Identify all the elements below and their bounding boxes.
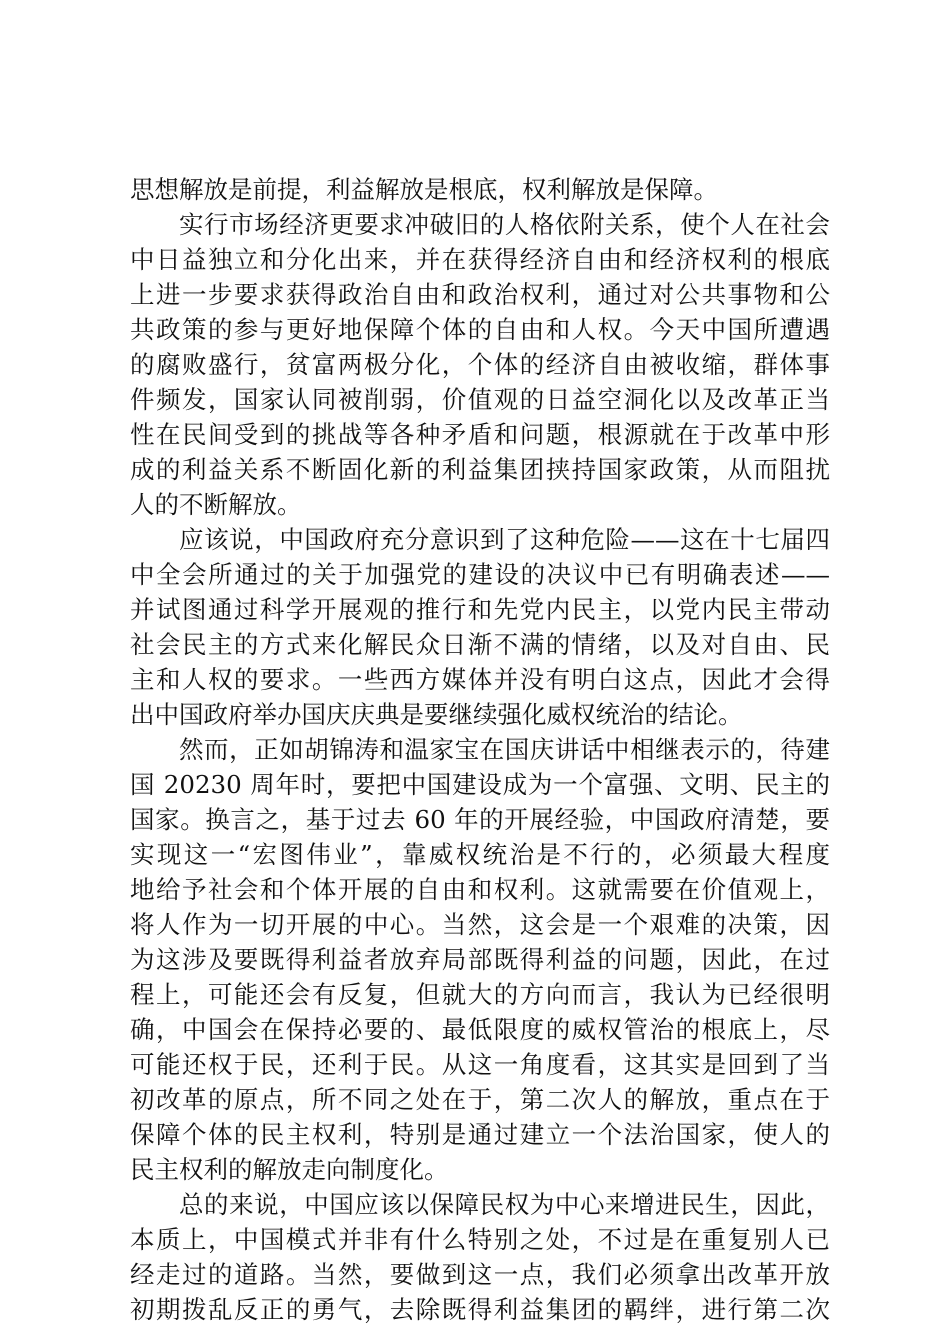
text-line: 民主权利的解放走向制度化。 — [130, 1155, 449, 1184]
paragraph-start-line: 实行市场经济更要求冲破旧的人格依附关系，使个人在社会 — [179, 210, 830, 239]
paragraph-start-line: 总的来说，中国应该以保障民权为中心来增进民生，因此， — [179, 1190, 830, 1219]
text-line: 的腐败盛行，贫富两极分化，个体的经济自由被收缩，群体事 — [130, 350, 830, 379]
text-line: 实现这一“宏图伟业”，靠威权统治是不行的，必须最大程度 — [130, 840, 830, 869]
text-line: 成的利益关系不断固化新的利益集团挟持国家政策，从而阻扰 — [130, 455, 830, 484]
text-line: 并试图通过科学开展观的推行和先党内民主，以党内民主带动 — [130, 595, 830, 624]
text-line: 可能还权于民，还利于民。从这一角度看，这其实是回到了当 — [130, 1050, 830, 1079]
text-line: 程上，可能还会有反复，但就大的方向而言，我认为已经很明 — [130, 980, 830, 1009]
body-text — [130, 172, 830, 1327]
paragraph-start-line: 然而，正如胡锦涛和温家宝在国庆讲话中相继表示的，待建 — [179, 735, 830, 764]
text-line: 出中国政府举办国庆庆典是要继续强化威权统治的结论。 — [130, 700, 743, 729]
text-line: 社会民主的方式来化解民众日渐不满的情绪，以及对自由、民 — [130, 630, 830, 659]
text-line: 初改革的原点，所不同之处在于，第二次人的解放，重点在于 — [130, 1085, 830, 1114]
paragraph-start-line: 应该说，中国政府充分意识到了这种危险——这在十七届四 — [179, 525, 830, 554]
text-line: 本质上，中国模式并非有什么特别之处，不过是在重复别人已 — [130, 1225, 830, 1254]
text-line: 经走过的道路。当然，要做到这一点，我们必须拿出改革开放 — [130, 1260, 830, 1289]
text-line: 将人作为一切开展的中心。当然，这会是一个艰难的决策，因 — [130, 910, 830, 939]
text-line: 思想解放是前提，利益解放是根底，权利解放是保障。 — [130, 175, 718, 204]
text-line: 性在民间受到的挑战等各种矛盾和问题，根源就在于改革中形 — [130, 420, 830, 449]
text-line: 国 20230 周年时，要把中国建设成为一个富强、文明、民主的 — [130, 770, 830, 799]
text-line: 件频发，国家认同被削弱，价值观的日益空洞化以及改革正当 — [130, 385, 830, 414]
text-line: 主和人权的要求。一些西方媒体并没有明白这点，因此才会得 — [130, 665, 830, 694]
text-line: 确，中国会在保持必要的、最低限度的威权管治的根底上，尽 — [130, 1015, 830, 1044]
text-line: 为这涉及要既得利益者放弃局部既得利益的问题，因此，在过 — [130, 945, 830, 974]
text-line: 共政策的参与更好地保障个体的自由和人权。今天中国所遭遇 — [130, 315, 830, 344]
text-line: 国家。换言之，基于过去 60 年的开展经验，中国政府清楚，要 — [130, 805, 830, 834]
text-line: 中全会所通过的关于加强党的建设的决议中已有明确表述—— — [130, 560, 830, 589]
text-line: 保障个体的民主权利，特别是通过建立一个法治国家，使人的 — [130, 1120, 830, 1149]
text-line: 初期拨乱反正的勇气，去除既得利益集团的羁绊，进行第二次 — [130, 1295, 830, 1324]
text-line: 地给予社会和个体开展的自由和权利。这就需要在价值观上， — [130, 875, 830, 904]
text-line: 人的不断解放。 — [130, 490, 302, 519]
text-line: 上进一步要求获得政治自由和政治权利，通过对公共事物和公 — [130, 280, 830, 309]
text-line: 中日益独立和分化出来，并在获得经济自由和经济权利的根底 — [130, 245, 830, 274]
